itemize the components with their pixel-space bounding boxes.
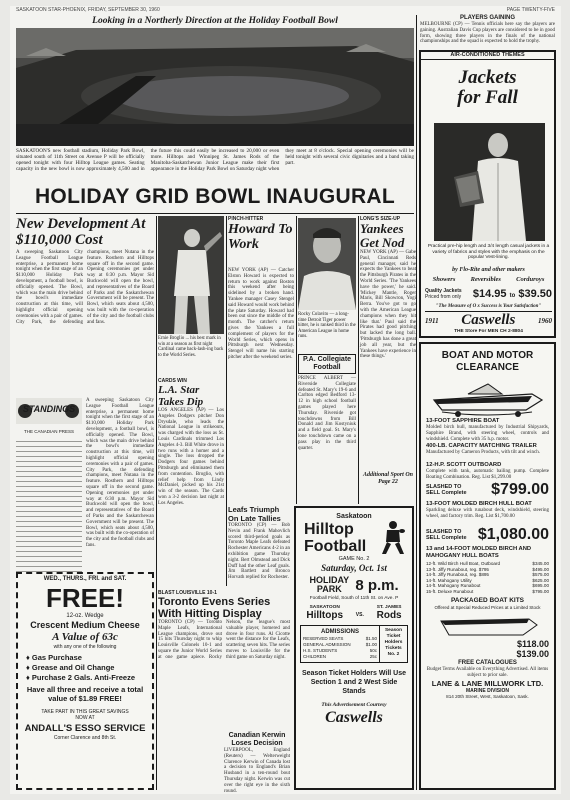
development-article [16, 216, 154, 396]
jackets-features [425, 276, 552, 284]
free-cheese-ad [16, 572, 154, 790]
development-text: A sweeping Saskatoon City League Football League enterprise, a permanent home tonight when the first stage of an $110,000 Holiday Park development, a football bowl, is officially opened. The Bowl, which was the main drive behind the bowl's immediate construction at this time, will highlight official opening ceremonies with a pair of games. City Park, the defending champions, meet Nutana in the feature. Rosthern and Hilltops square off in the second game. Opening ceremonies get under way at 6:30 p.m. Mayor Sid Buckwold will open the bowl, and representatives of the Board of Parks and the Saskatchewan Government will be present. The Bowl, which seats about 4,500, was built with the co-operation of the city and the football clubs and fans. [16, 250, 154, 325]
folio-left: SASKATOON STAR-PHOENIX, FRIDAY, SEPTEMBER 30, 1960 [16, 7, 160, 13]
headline-rule [16, 213, 414, 214]
admissions-block [300, 625, 408, 663]
kerwin-head: Canadian Kerwin Loses Decision [228, 732, 286, 747]
boat-list-row: 14-ft. Mahogany Utility $625.00 [426, 577, 549, 583]
toronto-text: TORONTO (CP) — Toronto Maple Leafs, International League champions, drove out 15 hits Thursday night to whip Louisville Colonels 10-1 and square the Junior World Series at one game apiece. Rocky Nelson, the league's most valuable player, homered and drove in four runs. Al Cicotte went the distance for the Leafs, scattering seven hits. The series moves to Louisville for the third game on Saturday night. [158, 620, 290, 660]
boat-list-row: 14-ft. Jiffy Runabout, reg. $895 $575.00 [426, 572, 549, 578]
admissions-head: ADMISSIONS [320, 629, 359, 635]
boat-item2: 400-LB. CAPACITY MATCHING TRAILER [426, 443, 537, 449]
la-star-text: LOS ANGELES (AP) — Los Angeles Dodgers pitcher Don Drysdale, who leads the National League in strikeouts, was charged with the loss as St. Louis Cardinals trimmed Los Angeles 4-3. Bill White drove in two runs with a homer and a single. The loss dropped the Dodgers four games behind Pittsburgh and eliminated them from contention. Broglio, with relief help from Lindy McDaniel, picked up his 21st win of the season. The Cards won a 3-2 decision last night at Los Angeles. [158, 408, 224, 506]
admission-row: RESERVED SEATS $1.50 [303, 636, 377, 641]
boat-dealer-addr: 814 20th Street, West, Saskatoon, Sask. [446, 694, 529, 700]
hilltop-park-time [296, 576, 412, 594]
hilltop-football-ad [294, 506, 414, 790]
jackets-slogan: "The Measure of O x Success is Your Satisfaction" [435, 304, 542, 309]
caswells-store-row [425, 311, 552, 329]
admission-row: H.S. STUDENTS 50c [303, 648, 377, 653]
toronto-head: Toronto Evens Series With Hitting Display [158, 596, 271, 620]
jackets-ad [419, 50, 556, 338]
team-left: Hilltops [306, 610, 344, 621]
main-headline: HOLIDAY GRID BOWL INAUGURAL [34, 185, 396, 208]
jackets-price2: $39.50 [518, 288, 552, 300]
speedboat-illustration [428, 376, 548, 418]
free-items [18, 651, 152, 705]
jackets-price-label: Quality Jackets [425, 288, 462, 294]
feature-corduroys: Corduroys [516, 276, 545, 283]
boat-dealer-sub: MARINE DIVISION [465, 688, 510, 695]
boat-item2-desc: Manufactured by Cameron Products, with tilt and winch. [426, 450, 541, 455]
colavito-caption: Rocky Colavito — a long-time Detroit Tiger power hitter, he is ranked third in the American League in home runs. [298, 312, 356, 340]
free-days: WED., THURS., FRI. and SAT. [43, 576, 127, 582]
column-rule [416, 15, 417, 790]
players-gaining-head: PLAYERS GAINING [459, 15, 516, 21]
boat-list-row: 15-ft. Deluxe Runabout $795.00 [426, 588, 549, 594]
jackets-price1: $14.95 [472, 288, 507, 300]
free-title: FREE! [46, 583, 124, 613]
store-phone: CH 2-8804 [499, 329, 523, 334]
leafs-article [228, 506, 290, 586]
boat-item5: 13 and 14-FOOT MOLDED BIRCH AND MAHOGANY HULL BOATS [426, 546, 532, 559]
jackets-price-from: Priced from only [425, 294, 462, 300]
boat-price1: $799.00 [491, 481, 549, 498]
boat-price1-row [426, 481, 549, 499]
boat-slashed2: SLASHED TO SELL Complete [426, 528, 467, 541]
admission-row: CHILDREN 25c [303, 654, 377, 659]
la-star-head: L.A. Star Takes Dip [158, 384, 204, 408]
newspaper-page [10, 6, 561, 794]
free-note: TAKE PART IN THIS GREAT SAVINGS NOW AT [41, 709, 129, 721]
leafs-head: Leafs Triumph On Late Tallies [228, 505, 281, 523]
hilltop-sponsor: Caswells [325, 709, 383, 726]
boat-item3: 12-H.P. SCOTT OUTBOARD [426, 462, 502, 468]
stadium-photo [16, 28, 414, 146]
boat-kit-prices [426, 639, 549, 659]
kerwin-text: LIVERPOOL, England (Reuters) — Welterweight Clarence Kerwin of Canada lost a decision to England's Brian Husband in a ten-round bout Thursday night. Kerwin was cut over the right eye in the sixth round. [224, 748, 290, 794]
free-item-antifreeze: ♦ Purchase 2 Gals. Anti-Freeze [26, 673, 136, 682]
column-rule [156, 216, 157, 790]
jackets-banner: AIR-CONDITIONED THEMES [421, 52, 554, 60]
feature-showers: Showers [432, 276, 456, 283]
boat-packaged: PACKAGED BOAT KITS [450, 596, 525, 604]
team-right: Rods [376, 610, 402, 621]
boat-item4: 13-FOOT MOLDED BIRCH HULL BOAT [426, 501, 532, 507]
football-player-icon [380, 520, 406, 556]
team-right-city: ST. JAMES [376, 605, 402, 610]
standings-table [16, 437, 82, 573]
teams-vs: VS. [355, 612, 364, 618]
boat-kit-illustration [433, 611, 543, 639]
free-item-grease: ♦ Grease and Oil Change [26, 663, 115, 672]
toronto-label: BLAST LOUISVILLE 10-1 [158, 590, 217, 596]
column-rule [358, 216, 359, 504]
hilltop-time: 8 p.m. [355, 576, 399, 594]
jackets-price-row: Quality Jackets Priced from only $14.95 to $39.50 [425, 288, 552, 300]
howard-head: Howard To Work [228, 222, 293, 252]
hilltop-game: GAME No. 2 [338, 556, 370, 562]
hilltop-teams [296, 605, 412, 621]
caswells-sub [425, 329, 552, 334]
boat-item3-desc: Complete with tank, automatic bailing pump. Complete Boating Combination. Reg. List $1,299.00 [426, 469, 549, 480]
free-address: Corner Clarence and 8th St. [53, 735, 117, 741]
standings-title: STANDINGS [22, 404, 76, 414]
standings-subtitle: THE CANADIAN PRESS [23, 429, 74, 434]
free-product1: 12-oz. Wedge [66, 613, 104, 619]
jacket-model-photo [434, 123, 545, 241]
boat-list-row: 13-ft. Jiffy Runabout, reg. $795 $495.00 [426, 566, 549, 572]
boat-free-desc: Budget Terms Available on Everything Advertised. All items subject to prior sale. [426, 667, 549, 678]
free-station: ANDALL'S ESSO SERVICE [24, 723, 146, 734]
jackets-desc: Practical pre-hip length and 3/4 length casual jackets in a variety of fabrics and styles with the emphasis on the popular Vest-lining. [427, 244, 550, 260]
stadium-photo-block [16, 15, 414, 177]
boat-price2-row [426, 526, 549, 544]
free-item-total: Have all three and receive a total value of $1.89 FREE! [26, 685, 144, 703]
boat-free: FREE CATALOGUES [458, 660, 517, 667]
boat-title: BOAT AND MOTOR CLEARANCE [441, 350, 534, 373]
free-value: A Value of 63c [52, 631, 118, 643]
boat-price2: $1,080.00 [477, 526, 549, 543]
season-ticket-box: Season Ticket Holders Tickets No. 2 [379, 626, 407, 662]
players-gaining-story [420, 15, 555, 49]
column-rule [296, 216, 297, 504]
development-head: New Development At $110,000 Cost [16, 216, 146, 248]
yankees-text: NEW YORK (AP) — Gabe Paul, Cincinnati Reds general manager, said he expects the Yankees to beat the Pittsburgh Pirates in the World Series. 'The Yankees have the power,' he said. 'Mickey Mantle, Roger Maris, Bill Skowron, Yogi Berra. You've got to go with the American League champions when they hit like that.' Paul said the Pirates had good pitching but lacked the long ball. 'Pittsburgh has done a great job all year, but the Yankees have experience in these things.' [360, 250, 416, 360]
howard-label: PINCH-HITTER [228, 216, 264, 222]
boat-item4-desc: Sparkling deluxe with runabout deck, windshield, steering wheel, and factory trim. Reg. List $1,700.00 [426, 508, 549, 519]
store-sub: THE Store For MEN [454, 329, 499, 334]
jackets-heading [421, 68, 554, 108]
pa-football-article [298, 354, 356, 464]
pa-football-head: P.A. Collegiate Football [298, 354, 356, 374]
feature-reversibles: Reversibles [470, 276, 501, 283]
jackets-head2: for [457, 87, 481, 108]
boat-list-row: 12-ft. Wild Birch Hull Boat, Outboard $345.00 [426, 561, 549, 566]
free-product2: Crescent Medium Cheese [30, 620, 140, 630]
colavito-photo [298, 218, 356, 310]
yankees-head: Yankees Get Nod [360, 221, 405, 250]
boat-price-list [426, 561, 549, 595]
jackets-brand: by Flo-Rite and other makers [452, 267, 525, 273]
caswells-logo: Caswells [461, 312, 516, 328]
hilltop-location: Football Field, South of 11th St. on Ave. P [309, 596, 399, 601]
admission-row: GENERAL ADMISSION $1.00 [303, 642, 377, 647]
year-left: 1911 [425, 316, 439, 325]
hilltop-sponsor-note: This Advertisement Courtesy [321, 702, 387, 708]
pa-football-text: PRINCE ALBERT — Riverside Collegiate defeated St. Mary's 19-6 and Carlton edged Bedford 13-12 in high school football games played here Thursday. Riverside got touchdowns from Bill Donald and Jim Kostyniuk and a field goal. St. Mary's lone touchdown came on a pass play in the third quarter. [298, 376, 356, 451]
year-right: 1960 [538, 316, 552, 325]
hilltop-park: HOLIDAY PARK [309, 575, 350, 594]
folio-right: PAGE TWENTY-FIVE [506, 7, 555, 13]
boat-item1: 13-FOOT SAPPHIRE BOAT [426, 418, 500, 424]
boat-kit2-price: $139.00 [516, 649, 549, 660]
la-star-label: CARDS WIN [158, 378, 187, 384]
broglio-caption: Ernie Broglio ... his best mark in win at a season as first night Cardinal came back-lash-ing back to the World Series. [158, 336, 224, 358]
boat-kit1-price: $118.00 [516, 639, 549, 650]
boat-dealer: LANE & LANE MILLWORK LTD. [431, 679, 544, 689]
broglio-photo [158, 216, 224, 334]
boat-item1-desc: Molded birch hull, manufactured by Industrial Shipyards, Sapphire Brand, with steering wheel, controls and windshield. Complete with 35 h.p. motor. [426, 425, 549, 442]
standings-box [16, 398, 82, 568]
free-with: with any one of the following [53, 644, 117, 650]
hilltop-date: Saturday, Oct. 1st [321, 563, 387, 573]
leafs-text: TORONTO (CP) — Bob Nevin and Frank Mahovlich scored third-period goals as Toronto Maple Leafs defeated Rochester Americans 4-2 in an exhibition game Thursday night. Bert Olmstead and Dick Duff had the other Leaf goals. Jim Bartlett and Bronco Horvath replied for Rochester. [228, 523, 290, 581]
la-star-article [158, 378, 224, 586]
hilltop-footer: Season Ticket Holders Will Use Section 1 and 2 West Side Stands [301, 670, 407, 695]
jackets-head1: Jackets [458, 67, 517, 88]
stadium-caption: SASKATOON'S new football stadium, Holiday Park Bowl, situated south of 11th Street on Avenue P will be officially opened tonight with four Hilltop League games. Seating capacity in the new bowl is now approximately 4,500 and in the future this could easily be increased to 20,000 or even more. Hilltops and Winnipeg St. James Rods of the Manitoba-Saskatchewan Junior League make their first appearance in the Holiday Park Bowl on Saturday night when they meet at 8 o'clock. Special opening ceremonies will be held tonight with several civic dignitaries and a band taking part. [16, 148, 414, 172]
boat-motor-ad [419, 342, 556, 790]
toronto-article [158, 590, 290, 794]
boat-packaged-sub: Offered at Special Reduced Prices at a Limited Stock [434, 604, 541, 610]
yankees-article [360, 216, 416, 504]
yankees-label: LONG'S SIZE-UP [360, 216, 401, 222]
team-left-city: SASKATOON [309, 605, 340, 610]
column-rule [226, 216, 227, 586]
jackets-head3: Fall [485, 87, 518, 108]
development-continued: A sweeping Saskatoon City League Football League enterprise, a permanent home tonight when the first stage of an $110,000 Holiday Park development, a football bowl, is officially opened. The Bowl, which was the main drive behind the bowl's immediate construction at this time, will highlight official opening ceremonies with a pair of games. City Park, the defending champions, meet Nutana in the feature. Rosthern and Hilltops square off in the second game. Opening ceremonies get under way at 6:30 p.m. Mayor Sid Buckwold will open the bowl, and representatives of the Board of Parks and the Saskatchewan Government will be present. The Bowl, which seats about 4,500, was built with the co-operation of the city and the football clubs and fans. [86, 398, 154, 548]
boat-slashed1: SLASHED TO SELL Complete [426, 483, 467, 496]
free-item-gas: ♦ Gas Purchase [26, 653, 82, 662]
folio-line [10, 6, 561, 14]
yankees-note: Additional Sport On Page 22 [362, 472, 413, 485]
players-gaining-text: MELBOURNE (CP) — Tennis officials here say the players are gaining. Australian Davis Cup players are considered to be in good form, showing three players in the finals of the national championships and the squad is expected to hold the trophy. [420, 22, 555, 45]
howard-text: NEW YORK (AP) — Catcher Elston Howard is expected to return to work against Boston this weekend after being sidelined by a broken hand. Yankee manager Casey Stengel said Howard would work behind the plate Saturday. Howard had been out since the middle of the month. The catcher's return gives the Yankees a full complement of players for the World Series, which opens in Pittsburgh next Wednesday. Stengel will name his starting pitcher after the weekend series. [228, 268, 294, 360]
boat-list-row: 14-ft. Mahogany Runabout $695.00 [426, 583, 549, 589]
hilltop-title: Hilltop Football [304, 521, 367, 555]
stadium-photo-title: Looking in a Northerly Direction at the Holiday Football Bowl [92, 16, 338, 26]
hilltop-city: Saskatoon [336, 513, 372, 520]
